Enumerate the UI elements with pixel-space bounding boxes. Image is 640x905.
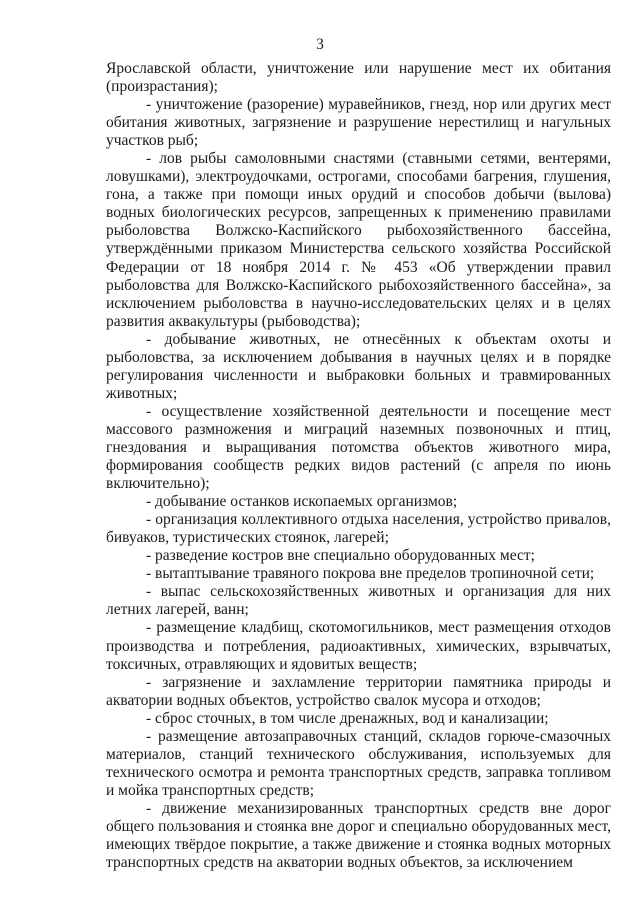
list-item-fuel-stations: - размещение автозаправочных станций, складов горюче-смазочных материалов, станций технического обслуживания, используемых для технического осмотра и ремонта транспортных средств, заправка топливом и мойка транспортных средств; xyxy=(106,727,611,799)
list-item-vehicle-traffic: - движение механизированных транспортных средств вне дорог общего пользования и стоянка вне дорог и специально оборудованных мест, имеющих твёрдое покрытие, а также движение и стоянка водных моторных транспортных средств на акватории водных объектов, за исключением xyxy=(106,799,611,872)
list-item-waste-disposal: - размещение кладбищ, скотомогильников, мест размещения отходов производства и потребления, радиоактивных, химических, взрывчатых, токсичных, отравляющих и ядовитых веществ; xyxy=(106,619,611,673)
list-item-sewage: - сброс сточных, в том числе дренажных, вод и канализации; xyxy=(146,709,549,727)
list-item-grazing: - выпас сельскохозяйственных животных и организация для них летних лагерей, ванн; xyxy=(106,583,611,619)
list-item-littering: - загрязнение и захламление территории памятника природы и акватории водных объектов, устройство свалок мусора и отходов; xyxy=(106,673,611,709)
list-item-campfires: - разведение костров вне специально оборудованных мест; xyxy=(146,547,535,565)
list-item-breeding-grounds: - осуществление хозяйственной деятельности и посещение мест массового размножения и миграций наземных позвоночных и птиц, гнездования и выращивания потомства объектов животного мира, формирования сообществ редких видов растений (с апреля по июнь включительно); xyxy=(106,402,611,493)
list-item-animal-hunting: - добывание животных, не отнесённых к объектам охоты и рыболовства, за исключением добывания в научных целях и в порядке регулирования численности и выбраковки больных и травмированных животных; xyxy=(106,330,611,402)
list-item-trampling: - вытаптывание травяного покрова вне пределов тропиночной сети; xyxy=(146,565,595,583)
list-item-anthills-nests: - уничтожение (разорение) муравейников, гнезд, нор или других мест обитания животных, загрязнение и разрушение нерестилищ и нагульных участков рыб; xyxy=(106,96,611,150)
page-number: 3 xyxy=(316,36,324,53)
list-item-fossils: - добывание останков ископаемых организмов; xyxy=(146,493,458,511)
list-item-fishing-restrictions: - лов рыбы самоловными снастями (ставными сетями, вентерями, ловушками), электроудочками, острогами, способами багрения, глушения, гона, а также при помощи иных орудий и способов добычи (вылова) водных биологических ресурсов, запрещенных к применению правилами рыболовства Волжско-Каспийского рыбохозяйственного бассейна, утверждёнными приказом Министерства сельского хозяйства Российской Федерации от 18 ноября 2014 г. № 453 «Об утверждении правил рыболовства для Волжско-Каспийского рыбохозяйственного бассейна», за исключением рыболовства в научно-исследовательских целях и в целях развития аквакультуры (рыбоводства); xyxy=(106,150,611,330)
list-item-camping: - организация коллективного отдыха населения, устройство привалов, бивуаков, туристических стоянок, лагерей; xyxy=(106,511,611,547)
paragraph-habitat-continuation: Ярославской области, уничтожение или нарушение мест их обитания (произрастания); xyxy=(106,60,611,96)
document-body xyxy=(106,60,611,872)
